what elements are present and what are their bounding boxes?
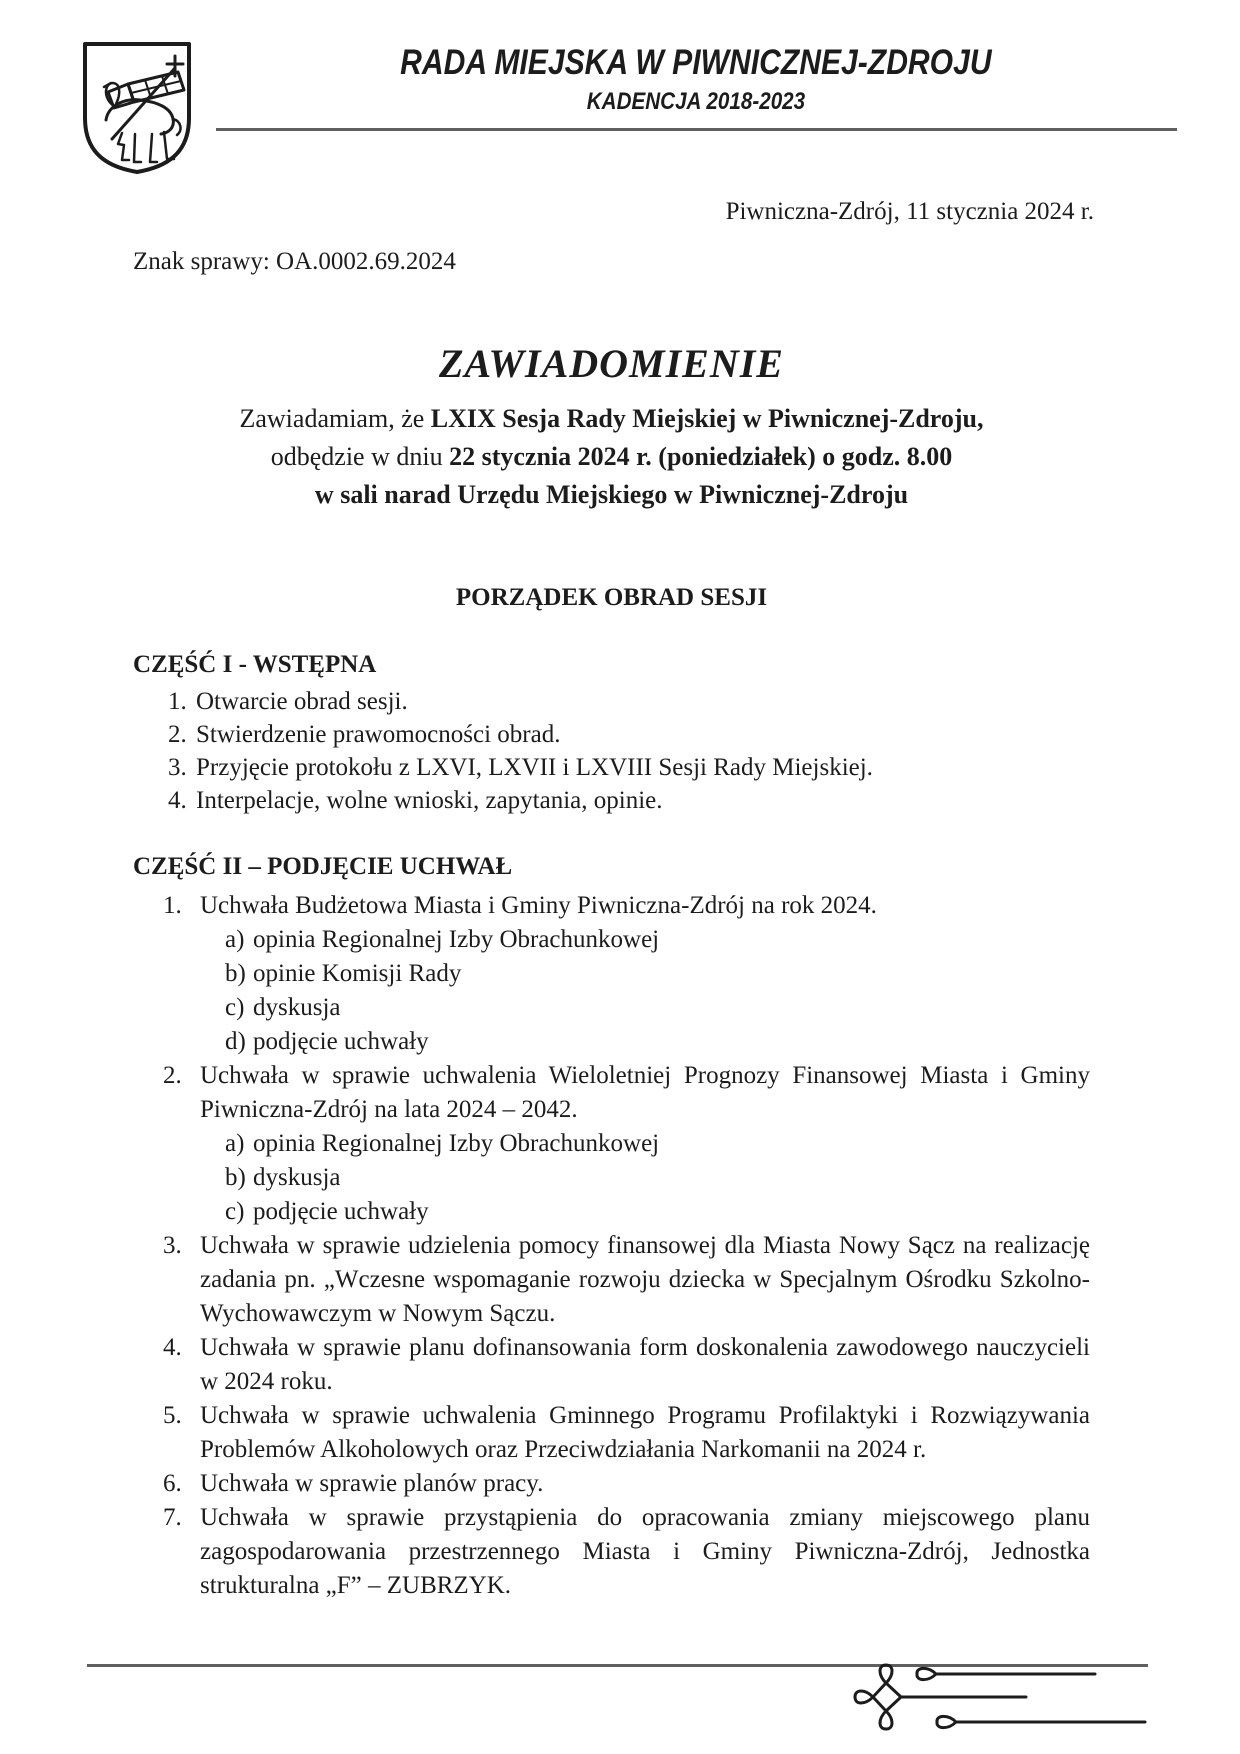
list-item: 3. Przyjęcie protokołu z LXVI, LXVII i LXVIII Sesji Rady Miejskiej. (168, 754, 873, 781)
list-subitem: c) dyskusja (225, 994, 341, 1021)
organization-name: RADA MIEJSKA W PIWNICZNEJ-ZDROJU (400, 43, 992, 82)
list-item: 2. Uchwała w sprawie uchwalenia Wieloletniej Prognozy Finansowej Miasta i Gminy Piwniczna-Zdrój na lata 2024 – 2042. (163, 1062, 1090, 1123)
list-item: 4. Interpelacje, wolne wnioski, zapytania, opinie. (168, 787, 663, 814)
calligraphic-flourish-icon (848, 1662, 1158, 1736)
part2-heading: CZĘŚĆ II – PODJĘCIE UCHWAŁ (133, 853, 513, 880)
case-number: Znak sprawy: OA.0002.69.2024 (133, 248, 456, 275)
list-subitem: b) opinie Komisji Rady (225, 960, 462, 987)
list-subitem: c) podjęcie uchwały (225, 1198, 429, 1225)
intro-paragraph (133, 400, 1090, 514)
agenda-heading: PORZĄDEK OBRAD SESJI (455, 584, 768, 611)
list-item: 4. Uchwała w sprawie planu dofinansowania form doskonalenia zawodowego nauczycieli w 2024 roku. (163, 1334, 1090, 1395)
list-item: 5. Uchwała w sprawie uchwalenia Gminnego Programu Profilaktyki i Rozwiązywania Problemów Alkoholowych oraz Przeciwdziałania Narkomanii na 2024 r. (163, 1402, 1090, 1463)
list-item: 7. Uchwała w sprawie przystąpienia do opracowania zmiany miejscowego planu zagospodarowania przestrzennego Miasta i Gminy Piwniczna-Zdrój, Jednostka strukturalna „F” – ZUBRZYK. (163, 1504, 1090, 1599)
document-title: ZAWIADOMIENIE (439, 341, 784, 386)
intro-line-1: Zawiadamiam, że LXIX Sesja Rady Miejskiej w Piwnicznej-Zdroju, (239, 404, 984, 433)
list-subitem: a) opinia Regionalnej Izby Obrachunkowej (225, 926, 660, 953)
coat-of-arms-lamb-with-banner-icon (78, 40, 196, 176)
place-and-date: Piwniczna-Zdrój, 11 stycznia 2024 r. (725, 198, 1094, 225)
list-item: 1. Uchwała Budżetowa Miasta i Gminy Piwniczna-Zdrój na rok 2024. (163, 892, 877, 919)
list-subitem: b) dyskusja (225, 1164, 341, 1191)
header-divider (216, 128, 1177, 131)
list-item: 3. Uchwała w sprawie udzielenia pomocy finansowej dla Miasta Nowy Sącz na realizację zadania pn. „Wczesne wspomaganie rozwoju dziecka w Specjalnym Ośrodku Szkolno-Wychowawczym w Nowym Sączu. (163, 1232, 1090, 1327)
list-item: 1. Otwarcie obrad sesji. (168, 688, 408, 715)
letterhead (215, 42, 1177, 118)
list-subitem: a) opinia Regionalnej Izby Obrachunkowej (225, 1130, 660, 1157)
list-item: 2. Stwierdzenie prawomocności obrad. (168, 721, 561, 748)
list-item: 6. Uchwała w sprawie planów pracy. (163, 1470, 544, 1497)
intro-line-2: odbędzie w dniu 22 stycznia 2024 r. (poniedziałek) o godz. 8.00 (270, 442, 953, 471)
council-term: KADENCJA 2018-2023 (586, 88, 806, 115)
part1-list (133, 685, 1090, 817)
intro-line-3: w sali narad Urzędu Miejskiego w Piwnicznej-Zdroju (314, 480, 909, 509)
agenda-body (133, 648, 1090, 1603)
part1-heading: CZĘŚĆ I - WSTĘPNA (133, 651, 377, 678)
list-subitem: d) podjęcie uchwały (225, 1028, 429, 1055)
part2-list (133, 889, 1090, 1603)
